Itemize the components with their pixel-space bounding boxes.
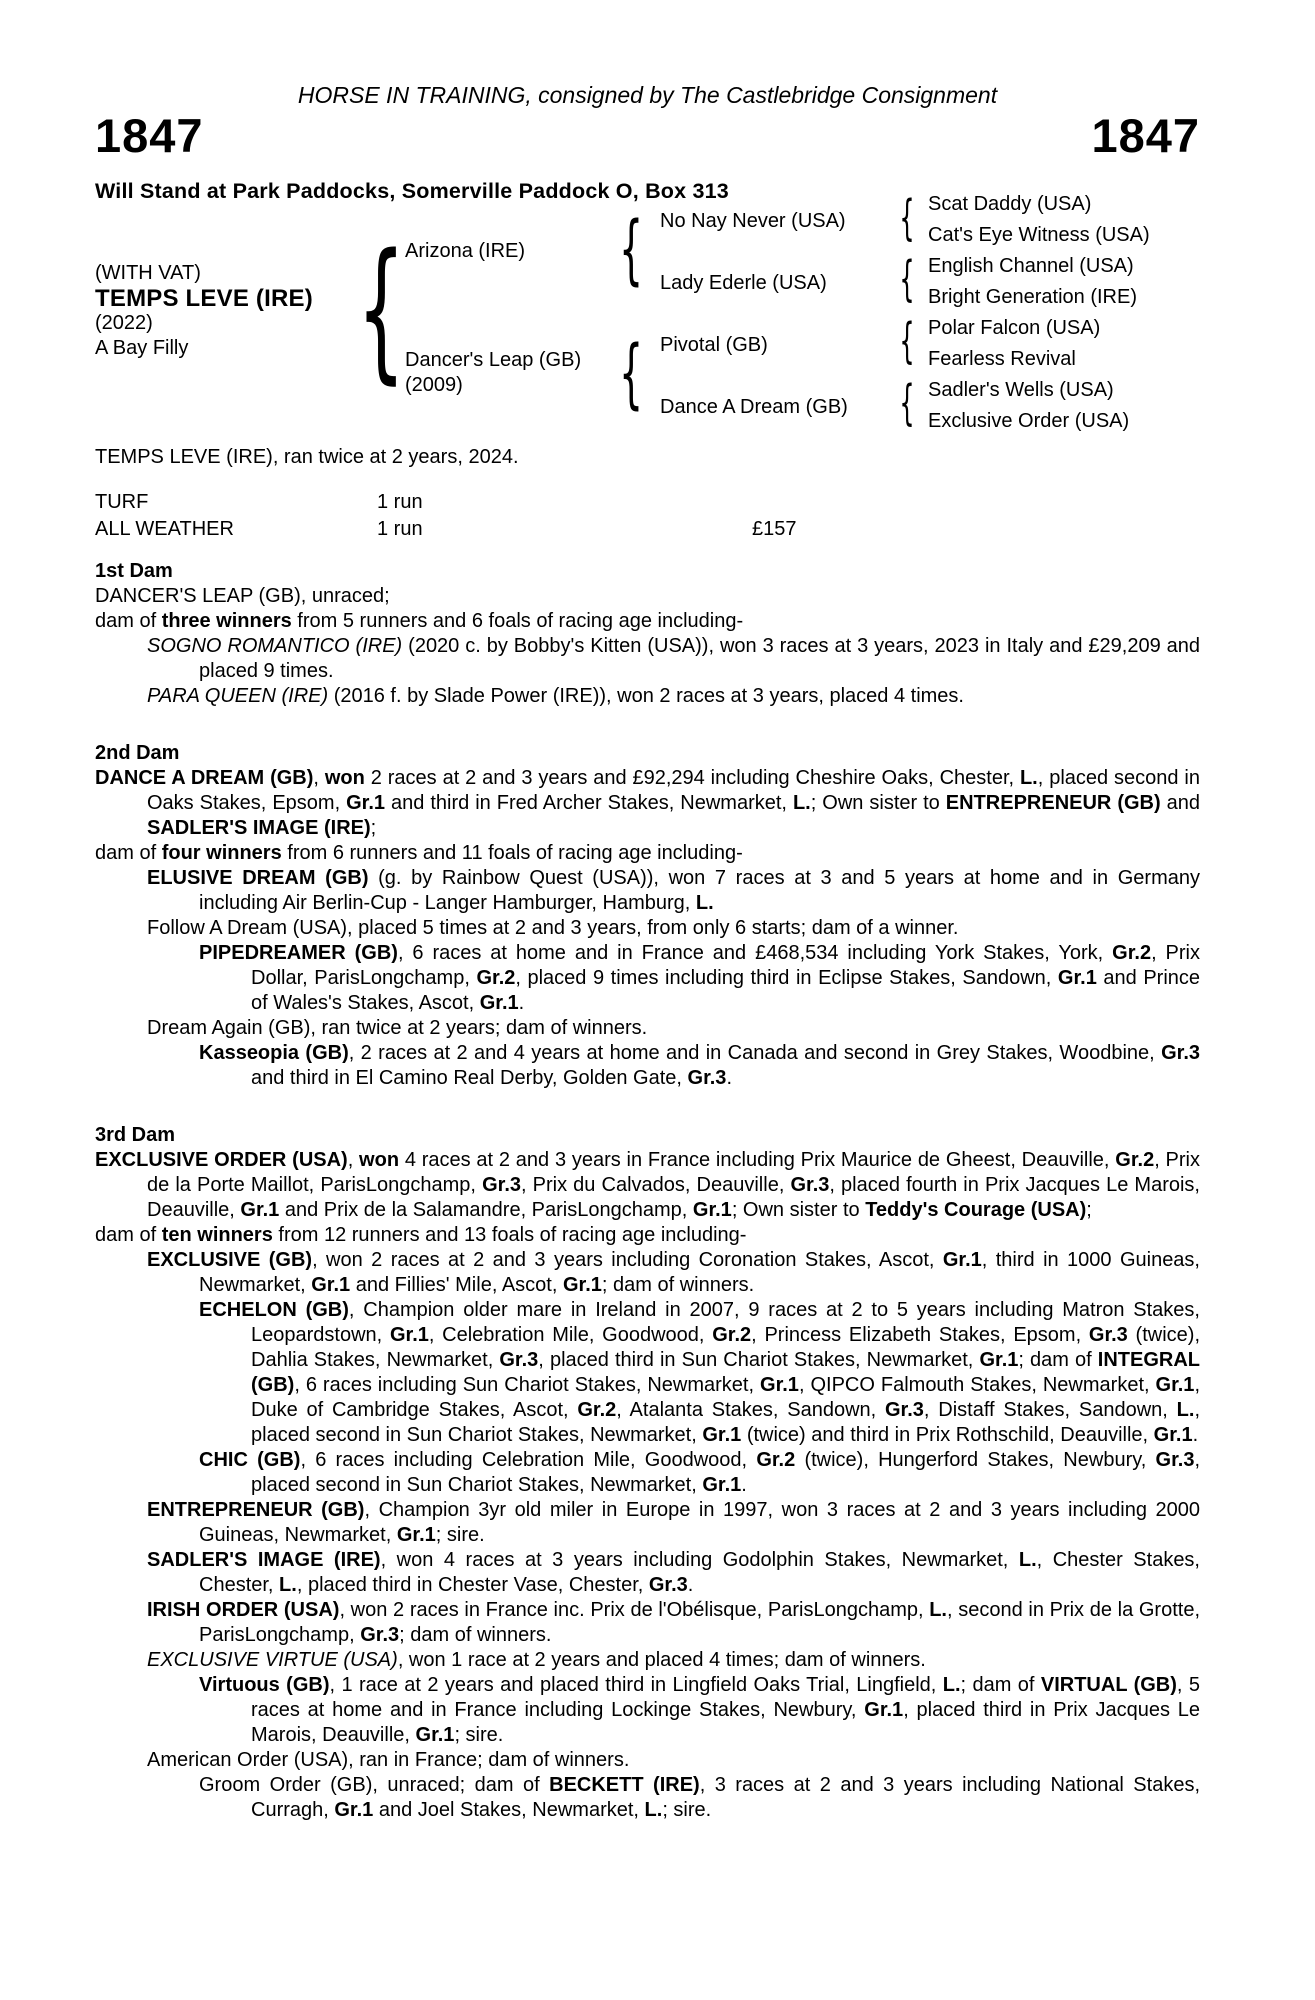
pedigree-brace: { (619, 328, 644, 417)
pedigree-paragraph (147, 1598, 1200, 1648)
dam-section-heading: 3rd Dam (95, 1124, 176, 1146)
emphasized-text: Gr.1 (1155, 1374, 1195, 1396)
body-text: , (347, 1149, 360, 1171)
lot-number-right: 1847 (1091, 109, 1200, 162)
emphasized-text: L. (1018, 1549, 1037, 1571)
italic-text: PARA QUEEN (IRE) (147, 685, 329, 707)
body-text: and Prix de la Salamandre, ParisLongchamp, (279, 1199, 693, 1221)
emphasized-text: L. (279, 1574, 297, 1596)
body-text: , Celebration Mile, Goodwood, (428, 1324, 713, 1346)
emphasized-text: Gr.1 (942, 1249, 982, 1271)
pedigree-paragraph (95, 584, 1200, 609)
body-text: , Prix du Calvados, Deauville, (521, 1174, 791, 1196)
dam-block (405, 348, 581, 398)
body-text: from 6 runners and 11 foals of racing age including- (281, 842, 743, 864)
body-text: ; sire. (662, 1799, 712, 1821)
italic-text: EXCLUSIVE VIRTUE (USA) (147, 1649, 398, 1671)
pedigree-paragraph (199, 1773, 1200, 1823)
sire-dam-name: Lady Ederle (USA) (660, 272, 827, 294)
emphasized-text: L. (929, 1599, 947, 1621)
emphasized-text: won (324, 767, 365, 789)
emphasized-text: VIRTUAL (GB) (1040, 1674, 1177, 1696)
emphasized-text: Gr.1 (240, 1199, 280, 1221)
emphasized-text: Gr.3 (648, 1574, 688, 1596)
body-text: , 5 races at home and in France including Lockinge Stakes, Newbury, (251, 1674, 1200, 1721)
body-text: , placed second in Oaks Stakes, Epsom, (147, 767, 1200, 814)
body-text: , placed third in Sun Chariot Stakes, Newmarket, (538, 1349, 980, 1371)
pedigree-paragraph (95, 1148, 1200, 1223)
body-text: American Order (USA), ran in France; dam of winners. (147, 1749, 630, 1771)
body-text: ; (1086, 1199, 1092, 1221)
body-text: , 6 races at home and in France and £468,534 including York Stakes, York, (397, 942, 1113, 964)
emphasized-text: SADLER'S IMAGE (IRE) (147, 817, 371, 839)
pedigree-paragraph (95, 766, 1200, 841)
body-text: (2016 f. by Slade Power (IRE)), won 2 races at 3 years, placed 4 times. (328, 685, 964, 707)
horse-name: TEMPS LEVE (IRE) (95, 285, 313, 312)
body-text: Dream Again (GB), ran twice at 2 years; dam of winners. (147, 1017, 648, 1039)
body-text: ; dam of (1018, 1349, 1098, 1371)
emphasized-text: won (359, 1149, 400, 1171)
pedigree-paragraph (147, 684, 1200, 709)
emphasized-text: Gr.1 (396, 1524, 436, 1546)
stand-location-line: Will Stand at Park Paddocks, Somerville Paddock O, Box 313 (95, 179, 729, 203)
emphasized-text: four winners (161, 842, 282, 864)
body-text: ; Own sister to (810, 792, 946, 814)
body-text: , 6 races including Sun Chariot Stakes, Newmarket, (294, 1374, 761, 1396)
body-text: , 6 races including Celebration Mile, Goodwood, (300, 1449, 757, 1471)
pedigree-paragraph (147, 1498, 1200, 1548)
body-text: ; sire. (454, 1724, 504, 1746)
emphasized-text: Gr.3 (1088, 1324, 1128, 1346)
emphasized-text: L. (644, 1799, 663, 1821)
earnings-value: £157 (752, 518, 797, 540)
emphasized-text: Gr.1 (864, 1699, 904, 1721)
body-text: (2020 c. by Bobby's Kitten (USA)), won 3 races at 3 years, 2023 in Italy and £29,209 and placed 9 times. (199, 635, 1201, 682)
emphasized-text: Teddy's Courage (USA) (865, 1199, 1087, 1221)
pedigree-brace: { (899, 251, 915, 307)
body-text: , placed second in Sun Chariot Stakes, Newmarket, (251, 1449, 1201, 1496)
emphasized-text: Kasseopia (GB) (199, 1042, 349, 1064)
emphasized-text: Gr.1 (702, 1474, 742, 1496)
emphasized-text: Virtuous (GB) (199, 1674, 330, 1696)
emphasized-text: L. (792, 792, 811, 814)
dam-section-heading: 2nd Dam (95, 742, 180, 764)
horse-foaled-year: (2022) (95, 312, 153, 334)
body-text: ; dam of winners. (399, 1624, 552, 1646)
emphasized-text: Gr.1 (1153, 1424, 1193, 1446)
body-text: DANCER'S LEAP (GB), unraced; (95, 585, 390, 607)
emphasized-text: Gr.1 (389, 1324, 429, 1346)
emphasized-text: Gr.3 (1161, 1042, 1200, 1064)
vat-note: (WITH VAT) (95, 262, 201, 284)
body-text: and Prince of Wales's Stakes, Ascot, (251, 967, 1201, 1014)
body-text: , third in 1000 Guineas, Newmarket, (199, 1249, 1200, 1296)
pedigree-paragraph (147, 1548, 1200, 1598)
emphasized-text: L. (942, 1674, 961, 1696)
sire-name: Arizona (IRE) (405, 240, 526, 262)
body-text: , 2 races at 2 and 4 years at home and in Canada and second in Grey Stakes, Woodbine, (348, 1042, 1162, 1064)
body-text: . (726, 1067, 732, 1089)
emphasized-text: Gr.2 (712, 1324, 752, 1346)
pedigree-paragraph (199, 1298, 1200, 1448)
emphasized-text: Gr.2 (1115, 1149, 1155, 1171)
emphasized-text: CHIC (GB) (199, 1449, 301, 1471)
dam-section (95, 741, 1200, 1091)
emphasized-text: Gr.3 (687, 1067, 727, 1089)
emphasized-text: EXCLUSIVE (GB) (147, 1249, 313, 1271)
body-text: , won 4 races at 3 years including Godolphin Stakes, Newmarket, (380, 1549, 1019, 1571)
body-text: , Atalanta Stakes, Sandown, (616, 1399, 885, 1421)
body-text: and (1160, 792, 1200, 814)
dam-section (95, 1123, 1200, 1823)
body-text: , 3 races at 2 and 3 years including National Stakes, Curragh, (251, 1774, 1200, 1821)
pedigree-paragraph (147, 1248, 1200, 1298)
body-text: ; Own sister to (731, 1199, 866, 1221)
lot-number-row (95, 109, 1200, 162)
dam-name: Dancer's Leap (GB) (405, 349, 582, 371)
pedigree-paragraph (147, 1016, 1200, 1041)
emphasized-text: Gr.2 (1112, 942, 1152, 964)
emphasized-text: Gr.1 (760, 1374, 799, 1396)
body-text: , Princess Elizabeth Stakes, Epsom, (751, 1324, 1089, 1346)
pedigree-paragraph (95, 841, 1200, 866)
pedigree-brace: { (899, 375, 915, 431)
pedigree-paragraph (95, 609, 1200, 634)
body-text: Follow A Dream (USA), placed 5 times at 2 and 3 years, from only 6 starts; dam of a winner. (147, 917, 959, 939)
body-text: , won 2 races in France inc. Prix de l'Obélisque, ParisLongchamp, (339, 1599, 930, 1621)
body-text: , placed third in Prix Jacques Le Marois, Deauville, (251, 1699, 1200, 1746)
body-text: , Distaff Stakes, Sandown, (923, 1399, 1177, 1421)
emphasized-text: BECKETT (IRE) (549, 1774, 700, 1796)
body-text: from 12 runners and 13 foals of racing age including- (272, 1224, 747, 1246)
body-text: , placed second in Sun Chariot Stakes, Newmarket, (251, 1399, 1200, 1446)
body-text: and Fillies' Mile, Ascot, (350, 1274, 563, 1296)
body-text: dam of (95, 842, 162, 864)
great-granddam-name: Exclusive Order (USA) (928, 410, 1130, 432)
body-text: dam of (95, 1224, 162, 1246)
body-text: and Joel Stakes, Newmarket, (373, 1799, 645, 1821)
emphasized-text: three winners (161, 610, 292, 632)
horse-description: A Bay Filly (95, 337, 189, 359)
pedigree-paragraph (147, 634, 1200, 684)
great-granddam-name: Fearless Revival (928, 348, 1076, 370)
race-record-summary: TEMPS LEVE (IRE), ran twice at 2 years, 2024. (95, 446, 519, 468)
body-text: . (741, 1474, 747, 1496)
dam-section (95, 559, 1200, 709)
body-text: ; (370, 817, 377, 839)
sire-sire-name: No Nay Never (USA) (660, 210, 846, 232)
emphasized-text: Gr.1 (311, 1274, 351, 1296)
body-text: from 5 runners and 6 foals of racing age including- (291, 610, 744, 632)
pedigree-paragraph (147, 1648, 1200, 1673)
pedigree-brace: { (899, 190, 915, 246)
italic-text: SOGNO ROMANTICO (IRE) (147, 635, 403, 657)
body-text: ; dam of winners. (601, 1274, 755, 1296)
emphasized-text: Gr.1 (479, 992, 519, 1014)
body-text: and third in El Camino Real Derby, Golden Gate, (251, 1067, 688, 1089)
surface-label: TURF (95, 491, 149, 513)
emphasized-text: SADLER'S IMAGE (IRE) (147, 1549, 381, 1571)
dam-section-heading: 1st Dam (95, 560, 173, 582)
emphasized-text: Gr.3 (482, 1174, 521, 1196)
lot-horse-block (95, 261, 313, 361)
dam-dam-name: Dance A Dream (GB) (660, 396, 848, 418)
lot-number-left: 1847 (95, 109, 204, 162)
pedigree-paragraph (199, 1041, 1200, 1091)
pedigree-paragraph (147, 916, 1200, 941)
body-text: , placed third in Chester Vase, Chester, (296, 1574, 649, 1596)
body-text: 2 races at 2 and 3 years and £92,294 including Cheshire Oaks, Chester, (364, 767, 1020, 789)
body-text: , Champion 3yr old miler in Europe in 1997, won 3 races at 2 and 3 years including 2000 Guineas, Newmarket, (199, 1499, 1200, 1546)
emphasized-text: Gr.3 (499, 1349, 539, 1371)
emphasized-text: Gr.3 (885, 1399, 924, 1421)
body-text: dam of (95, 610, 162, 632)
body-text: ; sire. (435, 1524, 485, 1546)
emphasized-text: Gr.3 (1155, 1449, 1195, 1471)
body-text: Groom Order (GB), unraced; dam of (199, 1774, 550, 1796)
dam-sire-name: Pivotal (GB) (660, 334, 768, 356)
emphasized-text: Gr.2 (577, 1399, 617, 1421)
emphasized-text: Gr.1 (334, 1799, 374, 1821)
emphasized-text: Gr.1 (346, 792, 386, 814)
consignment-line: HORSE IN TRAINING, consigned by The Castlebridge Consignment (297, 82, 998, 108)
dam-foaled-year: (2009) (405, 374, 463, 396)
body-text: , second in Prix de la Grotte, ParisLongchamp, (199, 1599, 1201, 1646)
emphasized-text: Gr.1 (415, 1724, 455, 1746)
pedigree-brace: { (357, 221, 406, 398)
body-text: , Prix Dollar, ParisLongchamp, (251, 942, 1200, 989)
pedigree-paragraph (95, 1223, 1200, 1248)
emphasized-text: Gr.1 (1057, 967, 1097, 989)
body-text: , Prix de la Porte Maillot, ParisLongchamp, (147, 1149, 1200, 1196)
great-grandsire-name: Polar Falcon (USA) (928, 317, 1101, 339)
emphasized-text: EXCLUSIVE ORDER (USA) (95, 1149, 348, 1171)
emphasized-text: Gr.1 (692, 1199, 732, 1221)
emphasized-text: IRISH ORDER (USA) (147, 1599, 340, 1621)
emphasized-text: Gr.2 (476, 967, 516, 989)
race-record-row (95, 516, 1200, 543)
surface-label: ALL WEATHER (95, 518, 234, 540)
pedigree-paragraph (147, 1748, 1200, 1773)
emphasized-text: Gr.3 (790, 1174, 830, 1196)
runs-value: 1 run (377, 518, 423, 540)
pedigree-paragraph (199, 1448, 1200, 1498)
great-grandsire-name: Scat Daddy (USA) (928, 193, 1092, 215)
body-text: (twice), Dahlia Stakes, Newmarket, (251, 1324, 1200, 1371)
body-text: ; dam of (960, 1674, 1041, 1696)
emphasized-text: ECHELON (GB) (199, 1299, 349, 1321)
great-grandsire-name: Sadler's Wells (USA) (928, 379, 1114, 401)
body-text: . (1192, 1424, 1199, 1446)
body-text: . (687, 1574, 694, 1596)
emphasized-text: L. (695, 892, 714, 914)
emphasized-text: DANCE A DREAM (GB) (95, 767, 314, 789)
race-record-table (95, 489, 1200, 543)
emphasized-text: ten winners (161, 1224, 273, 1246)
body-text: (twice) and third in Prix Rothschild, Deauville, (741, 1424, 1154, 1446)
emphasized-text: ENTREPRENEUR (GB) (147, 1499, 365, 1521)
pedigree-brace: { (619, 204, 644, 293)
body-text: , QIPCO Falmouth Stakes, Newmarket, (798, 1374, 1156, 1396)
emphasized-text: L. (1019, 767, 1038, 789)
great-granddam-name: Cat's Eye Witness (USA) (928, 224, 1150, 246)
body-text: , won 2 races at 2 and 3 years including Coronation Stakes, Ascot, (312, 1249, 943, 1271)
emphasized-text: Gr.3 (360, 1624, 400, 1646)
emphasized-text: L. (1176, 1399, 1195, 1421)
dam-sections (95, 559, 1200, 1823)
emphasized-text: ENTREPRENEUR (GB) (945, 792, 1161, 814)
body-text: 4 races at 2 and 3 years in France including Prix Maurice de Gheest, Deauville, (399, 1149, 1116, 1171)
pedigree-paragraph (199, 1673, 1200, 1748)
body-text: , won 1 race at 2 years and placed 4 times; dam of winners. (397, 1649, 926, 1671)
body-text: , Champion older mare in Ireland in 2007, 9 races at 2 to 5 years including Matron Stakes, Leopardstown, (251, 1299, 1200, 1346)
body-text: , placed 9 times including third in Eclipse Stakes, Sandown, (515, 967, 1058, 989)
great-granddam-name: Bright Generation (IRE) (928, 286, 1137, 308)
body-text: , (313, 767, 325, 789)
body-text: . (518, 992, 525, 1014)
emphasized-text: Gr.2 (756, 1449, 796, 1471)
body-text: (g. by Rainbow Quest (USA)), won 7 races at 3 and 5 years at home and in Germany including Air Berlin-Cup - Langer Hamburger, Hamburg, (199, 867, 1200, 914)
emphasized-text: INTEGRAL (GB) (251, 1349, 1201, 1396)
pedigree-paragraph (147, 866, 1200, 916)
runs-value: 1 run (377, 491, 423, 513)
emphasized-text: Gr.1 (562, 1274, 602, 1296)
body-text: and third in Fred Archer Stakes, Newmarket, (385, 792, 793, 814)
pedigree-paragraph (199, 941, 1200, 1016)
body-text: , Chester Stakes, Chester, (199, 1549, 1200, 1596)
race-record-row (95, 489, 1200, 516)
emphasized-text: ELUSIVE DREAM (GB) (147, 867, 369, 889)
body-text: , 1 race at 2 years and placed third in Lingfield Oaks Trial, Lingfield, (329, 1674, 943, 1696)
emphasized-text: Gr.1 (702, 1424, 742, 1446)
great-grandsire-name: English Channel (USA) (928, 255, 1134, 277)
emphasized-text: PIPEDREAMER (GB) (199, 942, 398, 964)
body-text: (twice), Hungerford Stakes, Newbury, (795, 1449, 1156, 1471)
body-text: , Duke of Cambridge Stakes, Ascot, (251, 1374, 1200, 1421)
body-text: , placed fourth in Prix Jacques Le Marois, Deauville, (147, 1174, 1200, 1221)
emphasized-text: Gr.1 (979, 1349, 1019, 1371)
pedigree-chart (95, 191, 1200, 431)
pedigree-brace: { (899, 313, 915, 369)
